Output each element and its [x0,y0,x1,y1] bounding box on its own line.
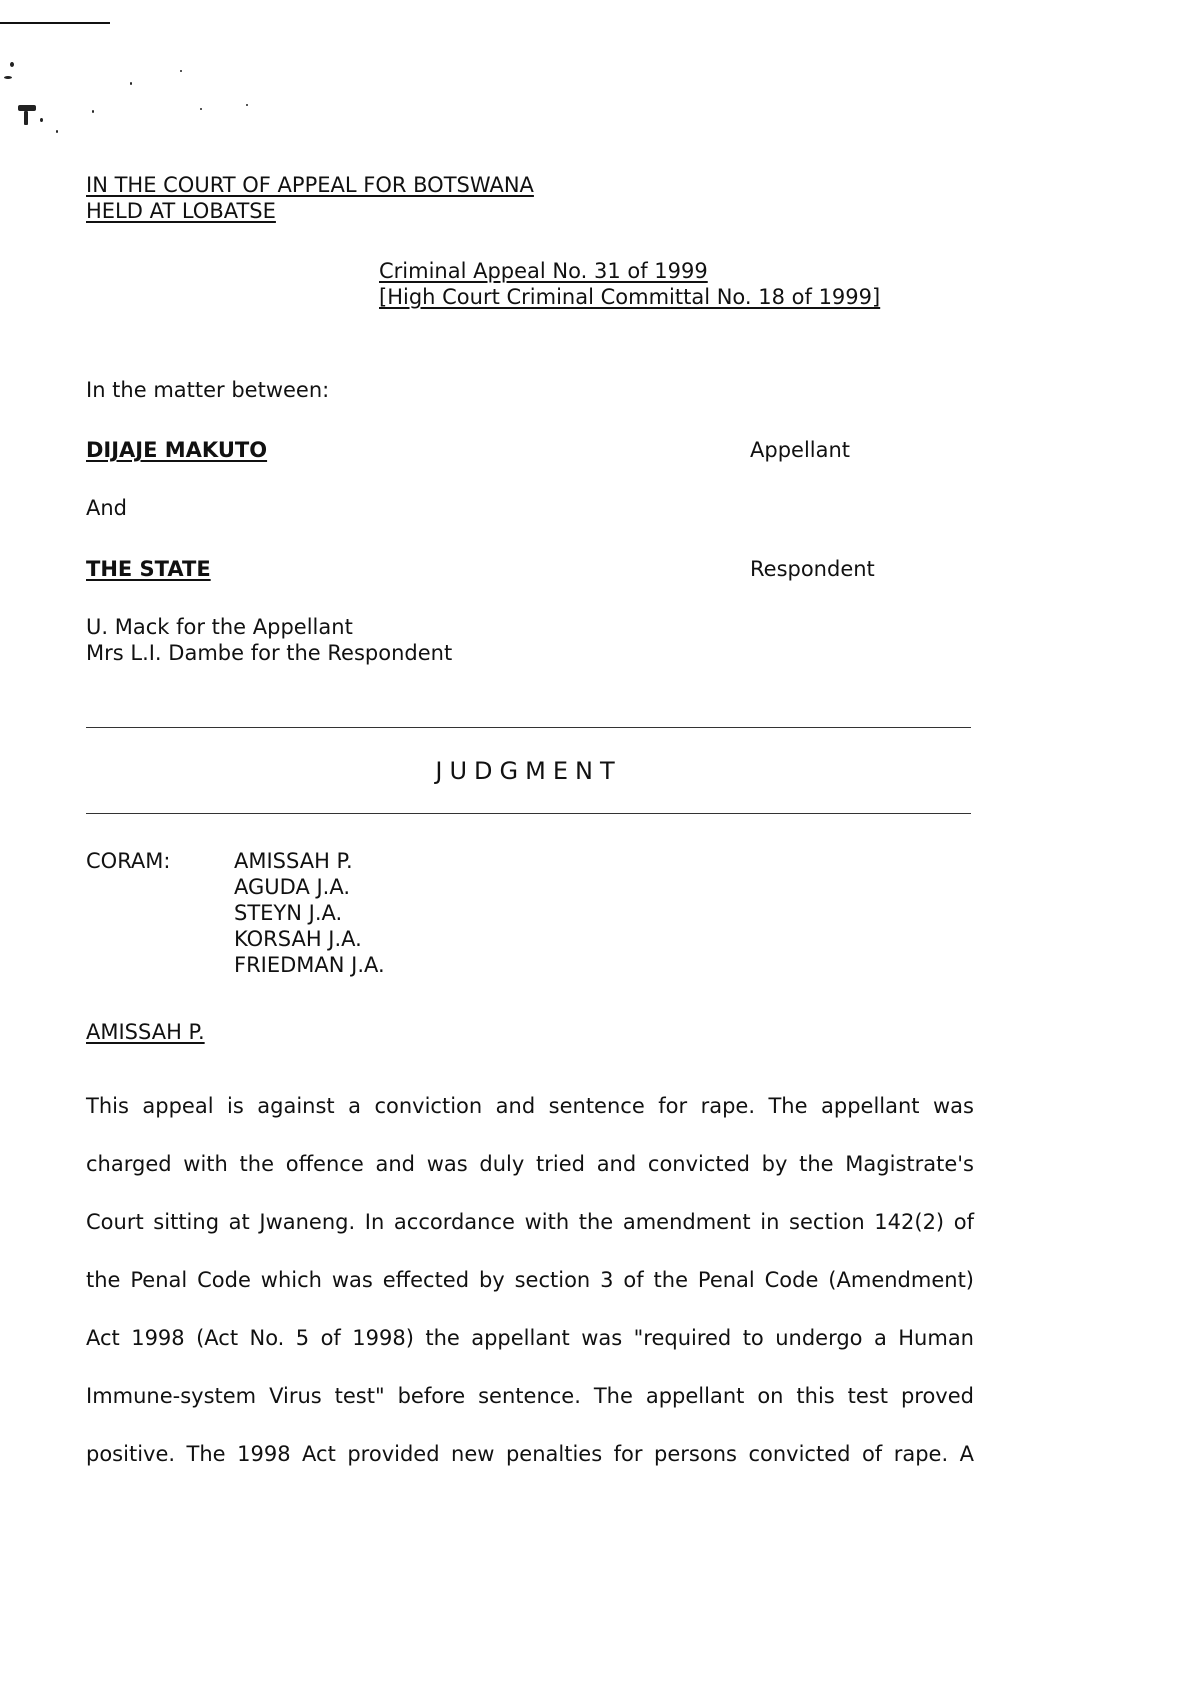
coram-label: CORAM: [86,849,171,873]
court-header [86,172,534,224]
body-line: Court sitting at Jwaneng. In accordance with the amendment in section 142(2) of [86,1210,974,1234]
judge-name: AMISSAH P. [234,849,353,873]
judge-name: AGUDA J.A. [234,875,351,899]
appellant-name: DIJAJE MAKUTO [86,438,268,462]
matter-intro: In the matter between: [86,378,330,402]
body-line: This appeal is against a conviction and sentence for rape. The appellant was [86,1094,974,1118]
respondent-role: Respondent [750,557,875,581]
court-location: HELD AT LOBATSE [86,199,276,223]
respondent-name: THE STATE [86,557,211,581]
committal-number: [High Court Criminal Committal No. 18 of 1999] [379,285,881,309]
body-line: charged with the offence and was duly tried and convicted by the Magistrate's [86,1152,974,1176]
judge-name: KORSAH J.A. [234,927,362,951]
court-name: IN THE COURT OF APPEAL FOR BOTSWANA [86,173,534,197]
coram-list [234,848,385,978]
party-conjunction: And [86,496,128,520]
respondent-counsel: Mrs L.I. Dambe for the Respondent [86,641,453,665]
judge-name: STEYN J.A. [234,901,343,925]
appellant-counsel: U. Mack for the Appellant [86,615,353,639]
divider-top [86,727,971,728]
body-line: the Penal Code which was effected by section 3 of the Penal Code (Amendment) [86,1268,974,1292]
counsel-block [86,614,452,666]
body-line: positive. The 1998 Act provided new penalties for persons convicted of rape. A [86,1442,974,1466]
judgment-body [86,1077,974,1483]
body-line: Act 1998 (Act No. 5 of 1998) the appellant was "required to undergo a Human [86,1326,974,1350]
case-reference [379,258,880,310]
appellant-role: Appellant [750,438,851,462]
judgment-title: JUDGMENT [435,757,622,785]
divider-bottom [86,813,971,814]
judgment-author: AMISSAH P. [86,1020,205,1044]
appeal-number: Criminal Appeal No. 31 of 1999 [379,259,708,283]
judge-name: FRIEDMAN J.A. [234,953,385,977]
body-line: Immune-system Virus test" before sentence. The appellant on this test proved [86,1384,974,1408]
